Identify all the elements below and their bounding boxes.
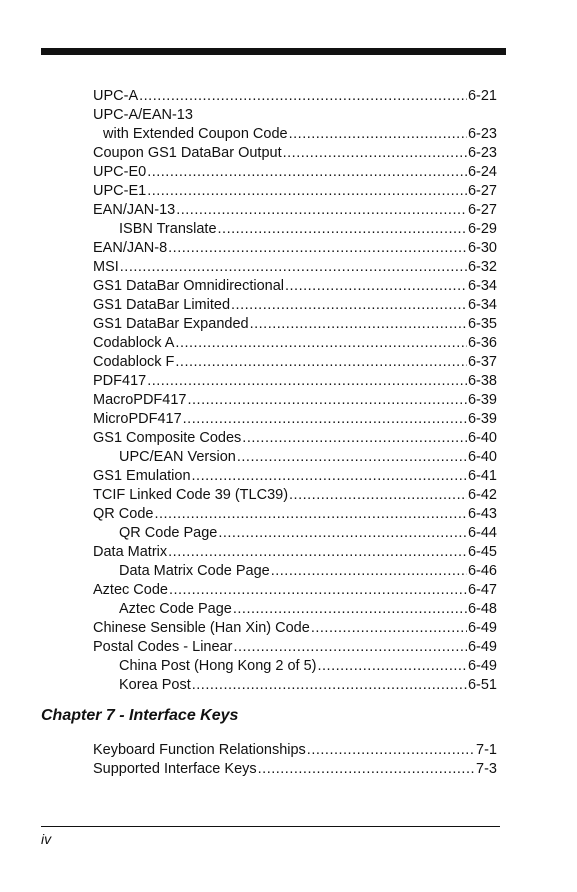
toc-entry[interactable]	[93, 676, 497, 695]
toc-entry-label: EAN/JAN-8	[93, 240, 168, 256]
toc-entry-label: UPC/EAN Version	[119, 449, 236, 465]
dot-leader	[283, 144, 467, 163]
toc-entry-page: 6-49	[467, 620, 497, 636]
dot-leader	[169, 581, 467, 600]
toc-entry-page: 6-42	[467, 487, 497, 503]
dot-leader	[192, 467, 467, 486]
toc-entry[interactable]	[93, 353, 497, 372]
dot-leader	[120, 258, 467, 277]
toc-entry-page: 6-51	[467, 677, 497, 693]
toc-entry-page: 6-48	[467, 601, 497, 617]
dot-leader	[183, 410, 467, 429]
dot-leader	[233, 600, 467, 619]
dot-leader	[168, 543, 467, 562]
dot-leader	[289, 125, 467, 144]
toc-entry-label: GS1 DataBar Limited	[93, 297, 231, 313]
toc-entry-page: 6-45	[467, 544, 497, 560]
dot-leader	[289, 486, 467, 505]
dot-leader	[175, 353, 467, 372]
toc-entry[interactable]	[93, 410, 497, 429]
toc-entry-page: 6-49	[467, 658, 497, 674]
toc-entry-label: Data Matrix Code Page	[119, 563, 270, 579]
toc-entry-page: 6-29	[467, 221, 497, 237]
toc-entry[interactable]	[93, 657, 497, 676]
dot-leader	[237, 448, 467, 467]
toc-entry[interactable]	[93, 600, 497, 619]
toc-entry-label: Coupon GS1 DataBar Output	[93, 145, 282, 161]
toc-entry-label: GS1 DataBar Expanded	[93, 316, 249, 332]
toc-entry[interactable]	[93, 125, 497, 144]
toc-entry-label: Aztec Code	[93, 582, 168, 598]
dot-leader	[258, 760, 475, 779]
dot-leader	[218, 524, 467, 543]
toc-entry-label: UPC-A	[93, 88, 139, 104]
toc-entry[interactable]	[93, 182, 497, 201]
toc-entry-page: 6-34	[467, 278, 497, 294]
toc-entry-page: 6-24	[467, 164, 497, 180]
toc-entry[interactable]	[93, 429, 497, 448]
dot-leader	[154, 505, 467, 524]
toc-entry[interactable]	[93, 87, 497, 106]
dot-leader	[311, 619, 467, 638]
toc-entry-page: 6-23	[467, 126, 497, 142]
toc-entry-page: 6-40	[467, 449, 497, 465]
toc-entry-page: 6-34	[467, 297, 497, 313]
dot-leader	[218, 220, 467, 239]
toc-entry-label: GS1 DataBar Omnidirectional	[93, 278, 284, 294]
toc-entry-label: TCIF Linked Code 39 (TLC39)	[93, 487, 289, 503]
toc-entry[interactable]	[93, 391, 497, 410]
toc-entry[interactable]	[93, 543, 497, 562]
toc-entry[interactable]	[93, 581, 497, 600]
toc-entry[interactable]	[93, 562, 497, 581]
toc-entry[interactable]	[93, 467, 497, 486]
toc-entry[interactable]	[93, 296, 497, 315]
toc-entry-page: 6-49	[467, 639, 497, 655]
toc-entry[interactable]	[93, 638, 497, 657]
toc-entry-page: 6-32	[467, 259, 497, 275]
toc-entry-label: PDF417	[93, 373, 147, 389]
dot-leader	[168, 239, 467, 258]
toc-entry-label: MSI	[93, 259, 119, 275]
toc-entry-label: Data Matrix	[93, 544, 168, 560]
toc-entry[interactable]	[93, 239, 497, 258]
chapter-heading: Chapter 7 - Interface Keys	[41, 707, 239, 724]
toc-entry-page: 6-46	[467, 563, 497, 579]
toc-entry-page: 6-23	[467, 145, 497, 161]
toc-entry[interactable]	[93, 524, 497, 543]
toc-entry[interactable]	[93, 315, 497, 334]
toc-entry[interactable]	[93, 619, 497, 638]
toc-entry-label: QR Code Page	[119, 525, 218, 541]
dot-leader	[187, 391, 466, 410]
toc-entry-label: GS1 Composite Codes	[93, 430, 242, 446]
dot-leader	[139, 87, 467, 106]
toc-entry-label: MicroPDF417	[93, 411, 182, 427]
toc-entry-label: China Post (Hong Kong 2 of 5)	[119, 658, 317, 674]
toc-entry-page: 6-39	[467, 411, 497, 427]
toc-entry[interactable]	[93, 741, 497, 760]
toc-entry-label: Aztec Code Page	[119, 601, 232, 617]
toc-entry-label: Supported Interface Keys	[93, 761, 257, 777]
page-number: iv	[41, 831, 52, 847]
toc-entry-label: UPC-E1	[93, 183, 147, 199]
dot-leader	[317, 657, 466, 676]
footer-rule	[41, 826, 500, 827]
toc-entry-page: 6-27	[467, 183, 497, 199]
toc-entry[interactable]	[93, 258, 497, 277]
table-of-contents	[93, 87, 497, 695]
toc-entry-page: 6-43	[467, 506, 497, 522]
toc-entry-label: QR Code	[93, 506, 154, 522]
dot-leader	[175, 334, 467, 353]
dot-leader	[307, 741, 475, 760]
toc-entry-label: UPC-A/EAN-13	[93, 107, 193, 123]
toc-entry-page: 6-27	[467, 202, 497, 218]
toc-entry[interactable]	[93, 760, 497, 779]
toc-entry[interactable]	[93, 486, 497, 505]
toc-entry-label: EAN/JAN-13	[93, 202, 176, 218]
toc-entry-label: with Extended Coupon Code	[103, 126, 288, 142]
header-rule	[41, 48, 506, 55]
dot-leader	[176, 201, 467, 220]
dot-leader	[250, 315, 467, 334]
toc-entry-label: Postal Codes - Linear	[93, 639, 233, 655]
toc-entry[interactable]	[93, 277, 497, 296]
dot-leader	[147, 163, 467, 182]
dot-leader	[192, 676, 467, 695]
toc-entry-label: MacroPDF417	[93, 392, 187, 408]
dot-leader	[233, 638, 467, 657]
toc-entry-page: 6-38	[467, 373, 497, 389]
dot-leader	[242, 429, 467, 448]
toc-entry[interactable]	[93, 106, 497, 125]
toc-entry-page: 6-35	[467, 316, 497, 332]
toc-entry-page: 6-40	[467, 430, 497, 446]
toc-entry[interactable]	[93, 144, 497, 163]
toc-entry-page: 6-39	[467, 392, 497, 408]
toc-entry-label: Korea Post	[119, 677, 191, 693]
toc-entry-page: 6-41	[467, 468, 497, 484]
chapter-toc	[93, 741, 497, 779]
toc-entry-label: UPC-E0	[93, 164, 147, 180]
toc-entry[interactable]	[93, 220, 497, 239]
toc-entry[interactable]	[93, 372, 497, 391]
toc-entry[interactable]	[93, 505, 497, 524]
toc-entry-label: Codablock A	[93, 335, 175, 351]
toc-entry-label: Chinese Sensible (Han Xin) Code	[93, 620, 310, 636]
toc-entry-page: 6-30	[467, 240, 497, 256]
toc-entry-page: 7-1	[476, 742, 497, 758]
dot-leader	[147, 372, 467, 391]
toc-entry-page: 6-47	[467, 582, 497, 598]
toc-entry-label: Keyboard Function Relationships	[93, 742, 306, 758]
toc-entry[interactable]	[93, 163, 497, 182]
toc-entry[interactable]	[93, 201, 497, 220]
toc-entry-page: 6-21	[467, 88, 497, 104]
dot-leader	[147, 182, 467, 201]
toc-entry-label: GS1 Emulation	[93, 468, 191, 484]
dot-leader	[285, 277, 467, 296]
dot-leader	[271, 562, 467, 581]
toc-entry-label: Codablock F	[93, 354, 175, 370]
toc-entry-page: 7-3	[476, 761, 497, 777]
dot-leader	[231, 296, 467, 315]
toc-entry-page: 6-44	[467, 525, 497, 541]
toc-entry[interactable]	[93, 334, 497, 353]
toc-entry-page: 6-37	[467, 354, 497, 370]
toc-entry-page: 6-36	[467, 335, 497, 351]
toc-entry-label: ISBN Translate	[119, 221, 217, 237]
toc-entry[interactable]	[93, 448, 497, 467]
